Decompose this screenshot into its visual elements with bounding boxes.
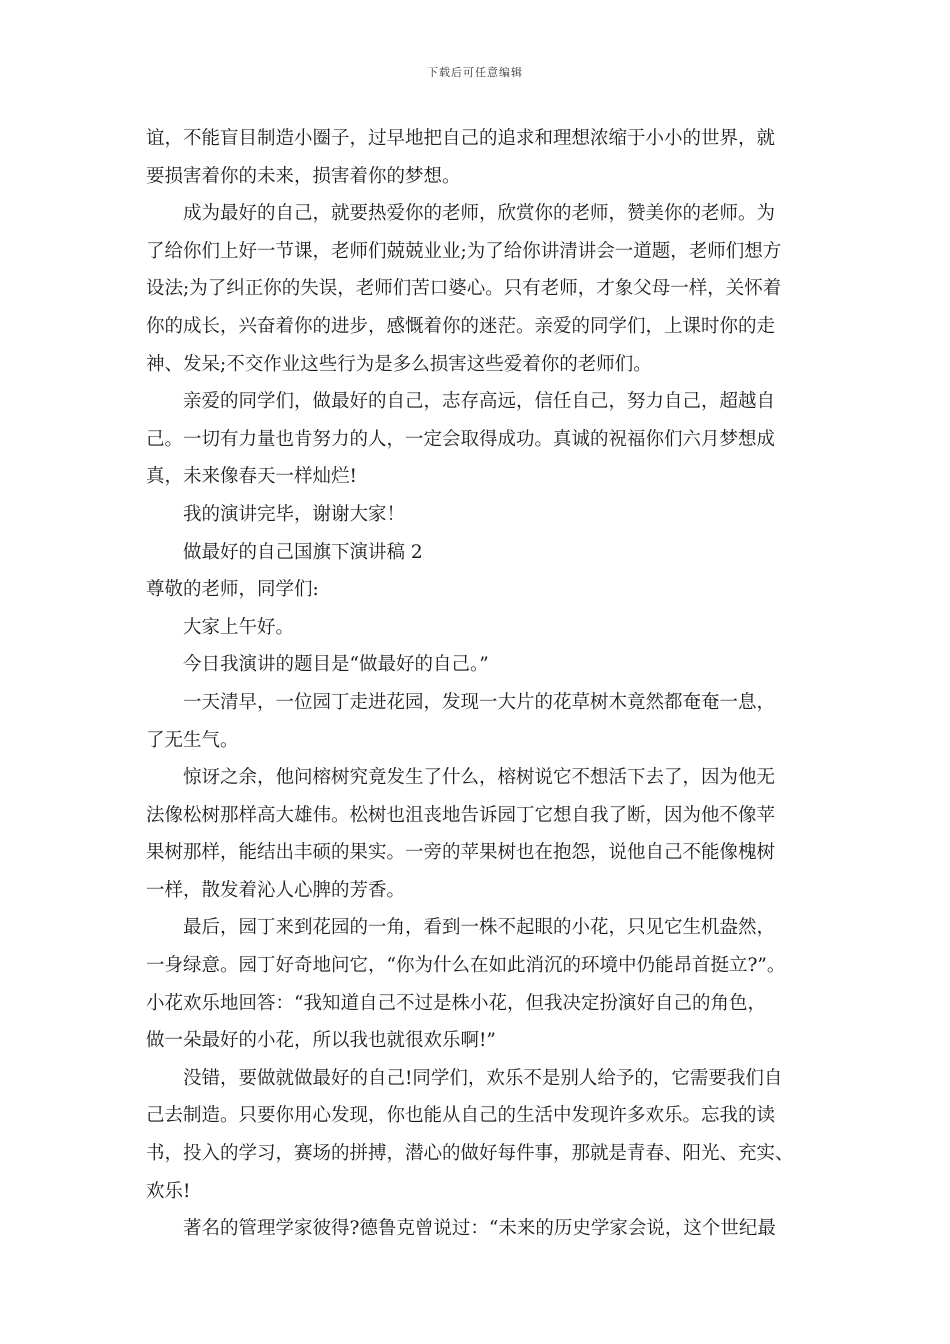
document-body: [146, 120, 826, 1248]
text-line: 你的成长，兴奋着你的进步，感慨着你的迷茫。亲爱的同学们，上课时你的走: [146, 315, 776, 337]
page-header: 下载后可任意编辑: [427, 66, 523, 79]
text-line: 书，投入的学习，赛场的拼搏，潜心的做好每件事，那就是青春、阳光、充实、: [146, 1143, 794, 1165]
text-line: 大家上午好。: [183, 616, 295, 638]
text-line: 没错，要做就做最好的自己!同学们，欢乐不是别人给予的，它需要我们自: [183, 1067, 783, 1089]
text-line: 欢乐!: [146, 1180, 191, 1202]
text-line: 己去制造。只要你用心发现，你也能从自己的生活中发现许多欢乐。忘我的读: [146, 1105, 776, 1127]
text-line: 亲爱的同学们，做最好的自己，志存高远，信任自己，努力自己，超越自: [183, 391, 776, 413]
text-line: 做最好的自己国旗下演讲稿 2: [183, 541, 423, 563]
text-line: 了给你们上好一节课，老师们兢兢业业;为了给你讲清讲会一道题，老师们想方: [146, 240, 782, 262]
text-line: 一身绿意。园丁好奇地问它，“你为什么在如此消沉的环境中仍能昂首挺立?”。: [146, 955, 786, 977]
text-line: 要损害着你的未来，损害着你的梦想。: [146, 165, 461, 187]
text-line: 一天清早，一位园丁走进花园，发现一大片的花草树木竟然都奄奄一息，: [183, 691, 776, 713]
text-line: 法像松树那样高大雄伟。松树也沮丧地告诉园丁它想自我了断，因为他不像苹: [146, 804, 776, 826]
text-line: 了无生气。: [146, 729, 239, 751]
text-line: 一样，散发着沁人心脾的芳香。: [146, 879, 406, 901]
text-line: 真，未来像春天一样灿烂!: [146, 466, 357, 488]
text-line: 我的演讲完毕，谢谢大家！: [183, 503, 406, 525]
text-line: 尊敬的老师，同学们:: [146, 579, 319, 601]
text-line: 成为最好的自己，就要热爱你的老师，欣赏你的老师，赞美你的老师。为: [183, 203, 776, 225]
text-line: 果树那样，能结出丰硕的果实。一旁的苹果树也在抱怨，说他自己不能像槐树: [146, 842, 776, 864]
text-line: 神、发呆;不交作业这些行为是多么损害这些爱着你的老师们。: [146, 353, 652, 375]
text-line: 今日我演讲的题目是“做最好的自己。”: [183, 654, 489, 676]
text-line: 谊，不能盲目制造小圈子，过早地把自己的追求和理想浓缩于小小的世界，就: [146, 128, 776, 149]
text-line: 著名的管理学家彼得?德鲁克曾说过：“未来的历史学家会说，这个世纪最: [183, 1218, 776, 1240]
text-line: 惊讶之余，他问榕树究竟发生了什么，榕树说它不想活下去了，因为他无: [183, 767, 776, 789]
text-line: 最后，园丁来到花园的一角，看到一株不起眼的小花，只见它生机盎然，: [183, 917, 776, 939]
text-line: 小花欢乐地回答：“我知道自己不过是株小花，但我决定扮演好自己的角色，: [146, 992, 766, 1014]
text-line: 设法;为了纠正你的失误，老师们苦口婆心。只有老师，才象父母一样，关怀着: [146, 278, 782, 300]
text-line: 做一朵最好的小花，所以我也就很欢乐啊!”: [146, 1030, 496, 1052]
text-line: 己。一切有力量也肯努力的人，一定会取得成功。真诚的祝福你们六月梦想成: [146, 428, 776, 450]
